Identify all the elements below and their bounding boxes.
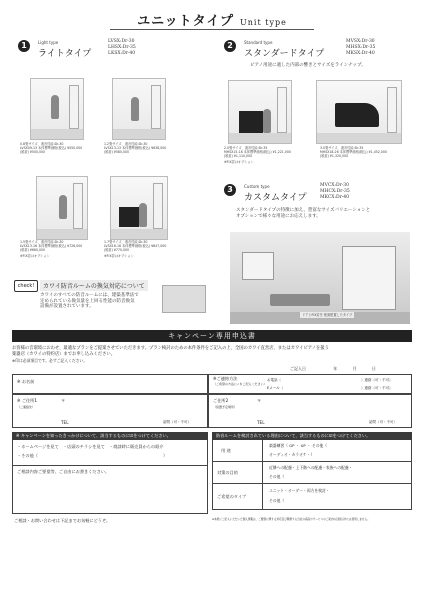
section-number-1: 1 <box>18 40 30 52</box>
spec-line: MHSX:Dr-35 <box>346 45 376 50</box>
address2-sub: （設置予定場所） <box>213 405 238 409</box>
caption-line: LVSX13-16 本体標準価格(税込) ¥726,000 <box>20 244 83 248</box>
title-en: Unit type <box>240 18 287 27</box>
day-label: 日 <box>371 366 376 371</box>
desired-options: ユニット・オーダー・両方を検討・ <box>269 488 330 493</box>
spec-line: LHSX:Dr-35 <box>108 45 136 50</box>
title-jp: ユニットタイプ <box>137 14 235 29</box>
caption-line: (税抜) ¥1,110,000 <box>224 154 253 158</box>
ventilator-image <box>162 285 206 313</box>
purpose-options: 近隣への配慮・上下階への配慮・家族への配慮・ <box>269 465 353 470</box>
consultation-field[interactable] <box>12 466 208 514</box>
check-line: 定められている換気量を上回る性能の防音換気 <box>40 298 135 304</box>
desc-line: スタンダードタイプの特徴に加え、豊富なサイズバリエーションと <box>236 208 371 213</box>
unit-image-light-3 <box>36 176 88 240</box>
unit-caption <box>104 240 194 258</box>
desc-line: オプションで様々な用途にお応えします。 <box>236 213 321 219</box>
month-label: 月 <box>352 366 357 371</box>
light-type-en: Light type <box>38 40 59 45</box>
column-divider <box>262 440 263 510</box>
intro-line: ※印は必須項目です。必ずご記入ください。 <box>12 358 88 363</box>
tel-note: 訪問（可・不可） <box>163 420 191 424</box>
contact-field[interactable] <box>208 374 412 394</box>
trigger-options[interactable] <box>12 440 208 466</box>
intro-line: 楽器店（カワイの特約店）までお申し込みください。 <box>12 352 115 357</box>
contact-sub: （ご希望の方法に✓をご記入ください） <box>213 382 267 386</box>
purpose-options-2: その他（ <box>269 474 285 479</box>
standard-type-jp: スタンダードタイプ <box>244 49 325 59</box>
postal-mark: 〒 <box>61 398 66 403</box>
unit-caption <box>104 142 194 154</box>
reason-bar: 防音ルームを検討されている理由について、該当するものに☑をつけてください。 <box>212 432 412 440</box>
caption-line: (税抜) ¥660,000 <box>20 248 46 252</box>
caption-line: (税抜) ¥770,000 <box>104 248 130 252</box>
custom-photo-caption: ドアとFIX窓を 壁面配置したタイプ <box>302 313 353 317</box>
light-type-jp: ライトタイプ <box>38 49 92 59</box>
caption-line: MHSX15-18 本体標準価格(税込) ¥1,221,000 <box>224 150 291 154</box>
footer-privacy: ※本紙にご記入いただいた個人情報は、ご要望に関する対応及び関連する当社の商品やサービスのご案内の目的以外には使用しません。 <box>212 518 370 521</box>
unit-caption <box>20 142 100 154</box>
campaign-intro <box>12 346 412 364</box>
address2-field[interactable] <box>208 394 412 428</box>
tel-note: 訪問（可・不可） <box>369 420 397 424</box>
usage-options-2: オーディオ・カラオケ・（ <box>269 452 313 457</box>
caption-line: 3.0畳サイズ、遮音性能:Dr-35 <box>320 146 364 150</box>
caption-option: ※FIX窓はオプション <box>224 160 254 164</box>
check-title: カワイ防音ルームの換気対応について <box>40 280 148 291</box>
trigger-option-close: ） <box>163 453 168 458</box>
postal-mark: 〒 <box>257 398 262 403</box>
date-row <box>290 366 376 372</box>
caption-line: (税抜) ¥580,000 <box>104 150 130 154</box>
unit-image-standard-1 <box>228 80 292 144</box>
address2-label: ご住所2 <box>213 398 229 403</box>
spec-line: MKSX:Dr-40 <box>346 51 375 56</box>
caption-option: ※FIX窓はオプション <box>104 254 134 258</box>
custom-specs <box>320 183 350 201</box>
check-label: check! <box>14 280 38 292</box>
campaign-banner: キャンペーン専用申込書 <box>12 330 412 342</box>
email-label: Eメール（ <box>267 386 284 390</box>
usage-row[interactable] <box>212 440 412 462</box>
caption-option: ※FIX窓はオプション <box>20 254 50 258</box>
desired-type-label: ご希望のタイプ <box>217 494 247 499</box>
custom-description <box>236 208 370 219</box>
contact-label: ※ご連絡方法 <box>213 376 238 381</box>
standard-description: ピアノ用途に適した内部の響きとサイズをラインナップ。 <box>250 63 366 68</box>
spec-line: MVCX:Dr-30 <box>320 183 350 188</box>
check-line: 設備が設置されています。 <box>40 304 94 309</box>
address1-field[interactable] <box>12 394 208 428</box>
unit-image-light-4 <box>110 176 168 240</box>
caption-line: LVSX16-16 本体標準価格(税込) ¥847,000 <box>104 244 167 248</box>
footer-contact: ご相談・お問い合わせは下記までお気軽にどうぞ。 <box>14 518 111 523</box>
purpose-label: 対策の目的 <box>217 470 238 475</box>
usage-label: 用 途 <box>221 448 231 453</box>
caption-line: (税抜) ¥1,320,000 <box>320 154 349 158</box>
spec-line: MVSX:Dr-30 <box>346 39 375 44</box>
email-time: ）連絡（可・不可） <box>361 386 393 390</box>
address1-sub: （ご連絡先） <box>17 405 36 409</box>
unit-caption <box>20 240 110 258</box>
unit-image-standard-2 <box>316 80 402 144</box>
caption-line: MHSX18-26 本体標準価格(税込) ¥1,452,000 <box>320 150 387 154</box>
check-line: カワイのすべての防音ルームには、建築基準法で <box>40 293 139 298</box>
section-number-2: 2 <box>224 40 236 52</box>
light-specs <box>108 39 136 57</box>
section-number-3: 3 <box>224 184 236 196</box>
caption-line: 0.8畳サイズ、遮音性能:Dr-30 <box>20 142 64 146</box>
unit-caption <box>320 146 415 158</box>
spec-line: MKCX:Dr-40 <box>320 195 350 200</box>
caption-line: 1.5畳サイズ、遮音性能:Dr-30 <box>20 240 64 244</box>
year-label: 年 <box>333 366 338 371</box>
unit-image-light-1 <box>30 78 84 140</box>
tel-label: TEL <box>257 420 265 425</box>
trigger-bar: ※ キャンペーンを知ったきっかけについて、該当するものに☑をつけてください。 <box>12 432 208 440</box>
unit-caption <box>224 146 314 164</box>
unit-image-light-2 <box>112 78 166 140</box>
consultation-label: ご相談内容ご要望等、ご自由にお書きください。 <box>17 469 110 474</box>
trigger-option-line: ・ホームページを見て ・店頭のチラシを見て ・商談時に販売員からの紹介 <box>17 444 164 449</box>
check-text <box>40 293 139 310</box>
name-field[interactable] <box>12 374 208 394</box>
caption-line: (税抜) ¥500,000 <box>20 150 46 154</box>
tel-label: TEL <box>61 420 69 425</box>
caption-line: LVSX09-13 本体標準価格(税込) ¥550,000 <box>20 146 83 150</box>
caption-line: 2.0畳サイズ、遮音性能:Dr-35 <box>224 146 268 150</box>
spec-line: MHCX:Dr-35 <box>320 189 350 194</box>
caption-line: 1.2畳サイズ、遮音性能:Dr-30 <box>104 142 148 146</box>
page-title <box>0 10 424 29</box>
date-label: ご記入日 <box>290 366 306 371</box>
name-label: ※ お名前 <box>17 379 35 384</box>
purpose-row[interactable] <box>212 462 412 484</box>
intro-line: お客様の音環境におわせ、最適なプランをご提案させていただきます。プラン検討のための本件条件をご記入の上、全国のカワイ直営店、またはカワイピアノを扱う <box>12 346 329 351</box>
caption-line: LVSX13-13 本体標準価格(税込) ¥638,000 <box>104 146 167 150</box>
address1-label: ※ ご住所1 <box>17 398 38 403</box>
title-underline <box>110 29 314 30</box>
desired-type-row[interactable] <box>212 484 412 510</box>
desired-options-2: その他（ <box>269 498 285 503</box>
phone-time: ）連絡（可・不可） <box>361 378 393 382</box>
phone-label: お電話（ <box>267 378 281 382</box>
spec-line: LKSX:Dr-40 <box>108 51 136 56</box>
spec-line: LVSX:Dr-30 <box>108 39 135 44</box>
usage-options: 楽器練習（ GP ・ UP ・ その他（ <box>269 443 328 448</box>
standard-type-en: Standard type <box>244 40 273 45</box>
trigger-option-other: ・その他（ <box>17 453 38 458</box>
custom-room-photo <box>230 232 410 324</box>
custom-type-en: Custom type <box>244 184 270 189</box>
standard-specs <box>346 39 375 57</box>
caption-line: 1.7畳サイズ、遮音性能:Dr-30 <box>104 240 148 244</box>
custom-type-jp: カスタムタイプ <box>244 193 307 203</box>
